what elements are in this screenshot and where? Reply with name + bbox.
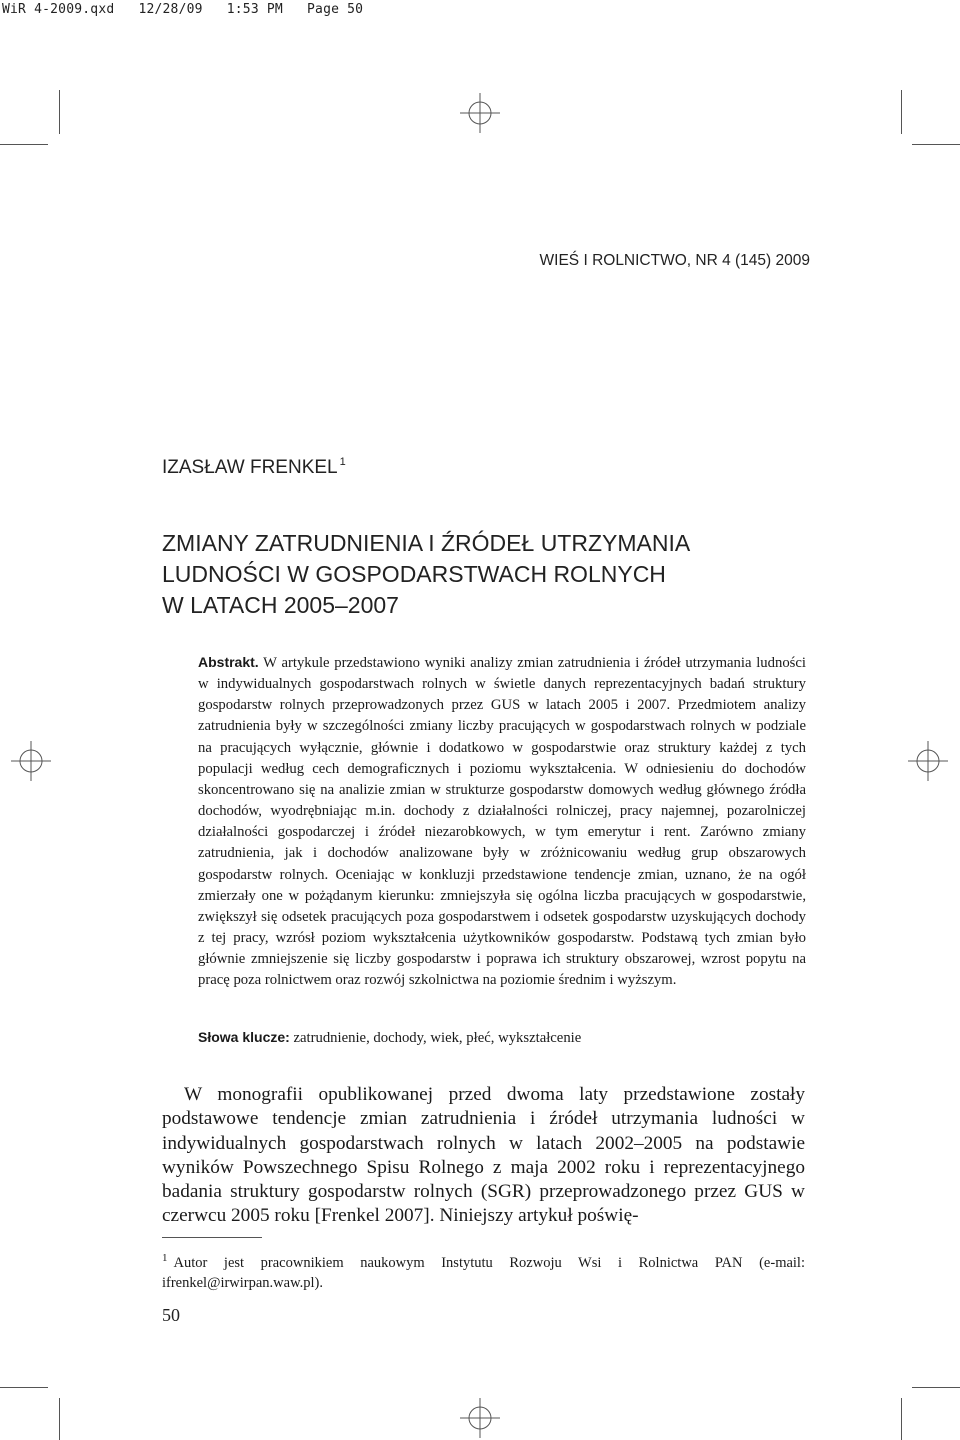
author-name-text: IZASŁAW FRENKEL bbox=[162, 457, 338, 478]
abstract bbox=[198, 652, 806, 992]
abstract-label: Abstrakt. bbox=[198, 654, 259, 670]
crop-mark-bottom-left-h bbox=[0, 1387, 48, 1388]
page-number: 50 bbox=[162, 1305, 180, 1325]
registration-mark-left-icon bbox=[11, 741, 51, 781]
footnote bbox=[162, 1248, 805, 1293]
crop-mark-top-left-h bbox=[0, 144, 48, 145]
author-name bbox=[162, 456, 346, 479]
print-slug: WiR 4-2009.qxd 12/28/09 1:53 PM Page 50 bbox=[2, 2, 364, 17]
crop-mark-bottom-right-h bbox=[912, 1387, 960, 1388]
registration-mark-right-icon bbox=[908, 741, 948, 781]
crop-mark-top-left-v bbox=[59, 90, 60, 134]
footnote-mark: 1 bbox=[162, 1252, 168, 1264]
crop-mark-top-right-h bbox=[912, 144, 960, 145]
footnote-divider bbox=[162, 1237, 262, 1238]
title-line: W LATACH 2005–2007 bbox=[162, 592, 399, 618]
footnote-text: Autor jest pracownikiem naukowym Instytutu Rozwoju Wsi i Rolnictwa PAN (e-mail: ifrenkel@irwirpan.waw.pl). bbox=[162, 1254, 805, 1291]
crop-mark-top-right-v bbox=[901, 90, 902, 134]
body-paragraph: W monografii opublikowanej przed dwoma laty przedstawione zostały podstawowe tendencje zmian zatrudnienia i źródeł utrzymania ludności w indywidualnych gospodarstwach rolnych w latach 2002–2005 na podstawie wyników Powszechnego Spisu Rolnego z maja 2002 roku i reprezentacyjnego badania struktury gospodarstw rolnych (SGR) przeprowadzonego przez GUS w czerwcu 2005 roku [Frenkel 2007]. Niniejszy artykuł poświę- bbox=[162, 1084, 805, 1227]
author-footnote-mark: 1 bbox=[339, 456, 346, 468]
article-title bbox=[162, 528, 690, 621]
journal-header: WIEŚ I ROLNICTWO, NR 4 (145) 2009 bbox=[539, 252, 810, 269]
title-line: ZMIANY ZATRUDNIENIA I ŹRÓDEŁ UTRZYMANIA bbox=[162, 530, 691, 556]
keywords-text: zatrudnienie, dochody, wiek, płeć, wykształcenie bbox=[293, 1030, 582, 1046]
abstract-text: W artykule przedstawiono wyniki analizy zmian zatrudnienia i źródeł utrzymania ludności w indywidualnych gospodarstwach rolnych w świetle danych reprezentacyjnych badań struktury gospodarstw rolnych przeprowadzonych przez GUS w latach 2005 i 2007. Przedmiotem analizy zatrudnienia były w szczególności zmiany liczby pracujących w gospodarstwach rolnych w podziale na pracujących wyłącznie, głównie i dodatkowo w gospodarstwie oraz struktury każdej z tych populacji według cech demograficznych i poziomu wykształcenia. W odniesieniu do dochodów skoncentrowano się na analizie zmian w strukturze gospodarstw domowych według głównego źródła dochodów, wyodrębniając m.in. dochody z działalności rolniczej, pracy najemnej, pozarolniczej działalności gospodarczej i źródeł niezarobkowych, w tym emerytur i rent. Zarówno zmiany zatrudnienia, jak i dochodów analizowane były w zróżnicowaniu według grup obszarowych gospodarstw rolnych. Oceniając w konkluzji przedstawione tendencje zmian, uznano, że na ogół zmierzały one w pożądanym kierunku: zmniejszyła się ogólna liczba pracujących w gospodarstwie, zwiększył się odsetek pracujących poza gospodarstwem i odsetek gospodarstw uzyskujących dochody z tej pracy, wzrósł poziom wykształcenia użytkowników gospodarstw. Podstawą tych zmian było głównie zmniejszenie się liczby gospodarstw i poprawa ich struktury obszarowej, wzrost popytu na pracę poza rolnictwem oraz rozwój szkolnictwa na poziomie średnim i wyższym. bbox=[198, 655, 806, 989]
registration-mark-top-icon bbox=[460, 93, 500, 133]
keywords-label: Słowa klucze: bbox=[198, 1029, 290, 1045]
keywords bbox=[198, 1027, 806, 1049]
registration-mark-bottom-icon bbox=[460, 1398, 500, 1438]
title-line: LUDNOŚCI W GOSPODARSTWACH ROLNYCH bbox=[162, 561, 666, 587]
crop-mark-bottom-right-v bbox=[901, 1398, 902, 1440]
crop-mark-bottom-left-v bbox=[59, 1398, 60, 1440]
